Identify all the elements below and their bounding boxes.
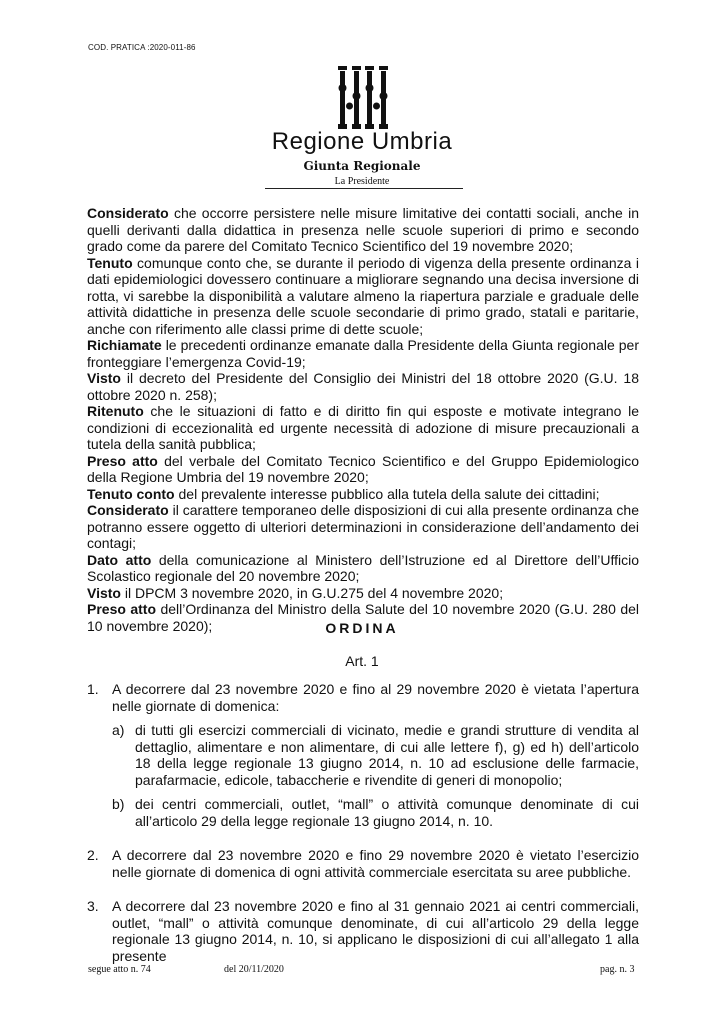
item-text: A decorrere dal 23 novembre 2020 e fino 29 novembre 2020 è vietato l’esercizio nelle giornate di domenica di ogni attività commerciale esercitata su aree pubbliche. [112, 847, 639, 880]
premessa-paragraph: Visto il DPCM 3 novembre 2020, in G.U.275 del 4 novembre 2020; [87, 584, 504, 601]
organo-name: Giunta Regionale [303, 159, 421, 173]
premessa-paragraph: Dato atto della comunicazione al Ministero dell’Istruzione ed al Direttore dell’Ufficio Scolastico regionale del 20 novembre 2020; [87, 551, 639, 584]
item-text: A decorrere dal 23 novembre 2020 e fino al 29 novembre 2020 è vietata l’apertura nelle giornate di domenica: [112, 681, 639, 714]
list-item [87, 847, 639, 880]
premessa-paragraph: Visto il decreto del Presidente del Consiglio dei Ministri del 18 ottobre 2020 (G.U. 18 ottobre 2020 n. 258); [87, 370, 639, 403]
sub-item [112, 796, 639, 829]
premessa-paragraph: Ritenuto che le situazioni di fatto e di diritto fin qui esposte e motivate integrano le condizioni di eccezionalità ed urgente necessità di adozione di misure precauzionali a tutela della sanità pubblica; [87, 403, 639, 452]
premessa-paragraph: Richiamate le precedenti ordinanze emanate dalla Presidente della Giunta regionale per fronteggiare l’emergenza Covid-19; [87, 337, 639, 370]
item-text: A decorrere dal 23 novembre 2020 e fino al 31 gennaio 2021 ai centri commerciali, outlet, “mall” o attività comunque denominate, di cui all’articolo 29 della legge regionale 13 giugno 2014, n. 10, si applicano le disposizioni di cui all’allegato 1 alla presente [112, 898, 639, 964]
premessa-paragraph: Preso atto del verbale del Comitato Tecnico Scientifico e del Gruppo Epidemiologico della Regione Umbria del 19 novembre 2020; [87, 452, 639, 485]
item-number: 3. [87, 898, 99, 914]
header-divider [265, 188, 463, 189]
item-number: 1. [87, 681, 99, 697]
list-item [87, 681, 639, 829]
footer-atto: segue atto n. 74 [88, 964, 151, 975]
premessa-paragraph: Considerato che occorre persistere nelle misure limitative dei contatti sociali, anche in quelli derivanti dalla didattica in presenza nelle scuole superiori di primo e secondo grado come da parere del Comitato Tecnico Scientifico del 19 novembre 2020; [87, 205, 639, 254]
disposizioni-list [87, 681, 639, 982]
sub-item [112, 722, 639, 788]
sub-item-text: dei centri commerciali, outlet, “mall” o attività comunque denominate di cui all’articolo 29 della legge regionale 13 giugno 2014, n. 10. [135, 796, 639, 829]
article-heading: Art. 1 [345, 653, 379, 669]
sub-item-label: a) [112, 722, 125, 738]
list-item [87, 898, 639, 964]
premessa-paragraph: Preso atto dell’Ordinanza del Ministro della Salute del 10 novembre 2020 (G.U. 280 del 10 novembre 2020); [87, 601, 639, 634]
ufficio-name: La Presidente [334, 176, 390, 187]
codice-pratica: COD. PRATICA :2020-011-86 [88, 43, 196, 52]
ordina-heading: ORDINA [325, 620, 399, 636]
footer-pagina: pag. n. 3 [600, 964, 635, 975]
regione-umbria-logo [337, 66, 389, 130]
premessa-paragraph: Considerato il carattere temporaneo delle disposizioni di cui alla presente ordinanza che potranno essere oggetto di ulteriori determinazioni in considerazione dell’andamento dei contagi; [87, 502, 639, 551]
sub-item-text: di tutti gli esercizi commerciali di vicinato, medie e grandi strutture di vendita al dettaglio, alimentare e non alimentare, di cui alle lettere f), g) ed h) dell’articolo 18 della legge regionale 13 giugno 2014, n. 10 ad esclusione delle farmacie, parafarmacie, edicole, tabaccherie e rivendite di generi di monopolio; [135, 722, 639, 788]
footer-data: del 20/11/2020 [224, 964, 284, 975]
ente-name: Regione Umbria [271, 128, 453, 155]
premesse-section [87, 205, 639, 634]
premessa-paragraph: Tenuto conto del prevalente interesse pubblico alla tutela della salute dei cittadini; [87, 485, 600, 502]
sub-item-label: b) [112, 796, 125, 812]
premessa-paragraph: Tenuto comunque conto che, se durante il periodo di vigenza della presente ordinanza i dati epidemiologici dovessero continuare a migliorare segnando una decisa inversione di rotta, vi sarebbe la disponibilità a valutare almeno la riapertura parziale e graduale delle attività didattiche in presenza delle scuole secondarie di primo grado, statali e paritarie, anche con riferimento alle classi prime di dette scuole; [87, 254, 639, 337]
item-number: 2. [87, 847, 99, 863]
